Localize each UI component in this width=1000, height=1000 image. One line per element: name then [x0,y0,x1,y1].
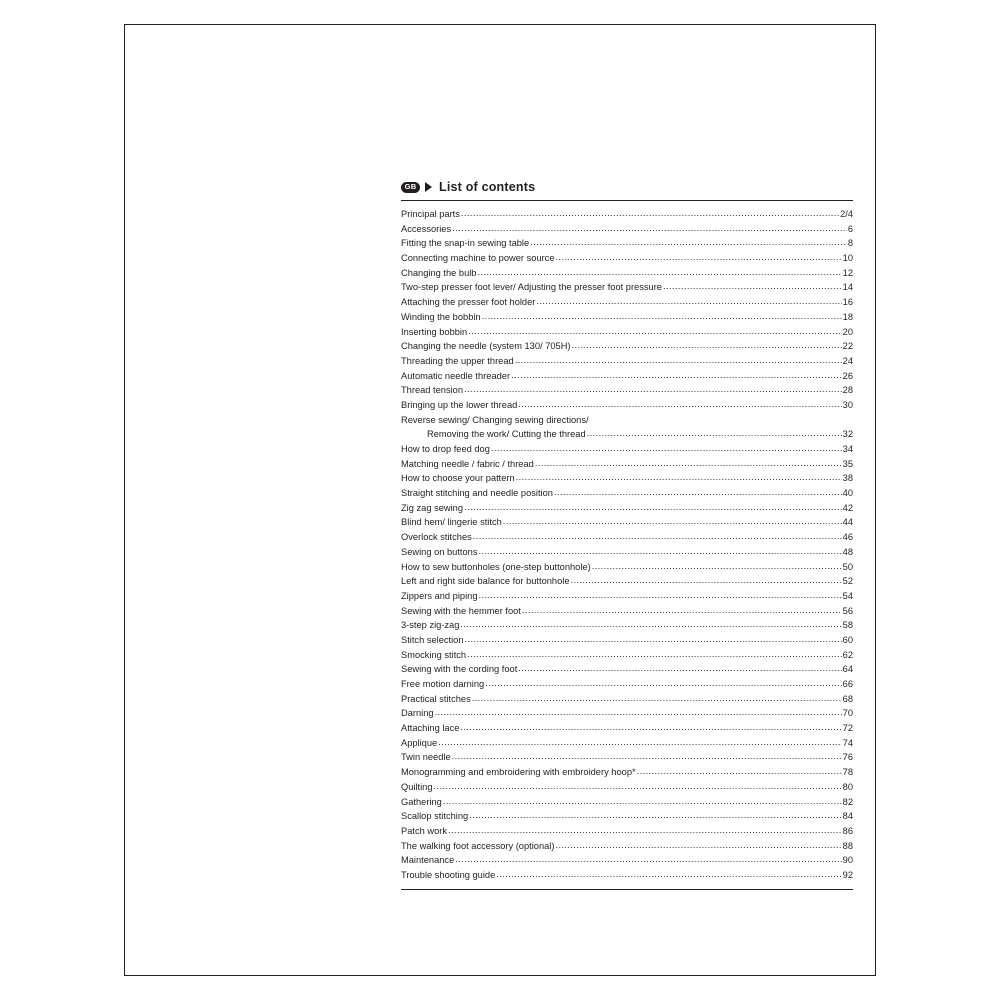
toc-entry-leader [496,867,841,882]
toc-entry[interactable] [401,207,853,222]
toc-entry-label: Two-step presser foot lever/ Adjusting the presser foot pressure [401,282,662,293]
toc-entry-label: Monogramming and embroidering with embroidery hoop* [401,767,636,778]
toc-entry[interactable] [401,251,853,266]
toc-entry-leader [472,691,842,706]
toc-entry-leader [479,544,842,559]
triangle-right-icon [425,182,432,192]
toc-entry-leader [572,338,842,353]
toc-entry-page: 70 [842,708,853,719]
toc-entry[interactable] [401,750,853,765]
toc-entry-page: 24 [842,355,853,366]
toc-entry-label: Twin needle [401,752,451,763]
toc-entry-page: 76 [842,752,853,763]
toc-entry[interactable] [401,765,853,780]
toc-entry-page: 62 [842,649,853,660]
toc-entry-leader [516,470,842,485]
toc-entry[interactable] [401,236,853,251]
toc-entry-page: 74 [842,737,853,748]
toc-entry-label: Patch work [401,825,447,836]
toc-entry[interactable] [401,706,853,721]
toc-entry[interactable] [401,515,853,530]
toc-entry-leader [434,779,842,794]
toc-entry[interactable] [401,677,853,692]
toc-entry-page: 52 [842,576,853,587]
toc-entry-page: 50 [842,561,853,572]
toc-entry[interactable] [401,662,853,677]
toc-entry-leader [485,676,841,691]
toc-entry[interactable] [401,354,853,369]
toc-entry-label: Threading the upper thread [401,355,514,366]
toc-entry-page: 72 [842,723,853,734]
toc-entry[interactable] [401,648,853,663]
toc-entry-page: 20 [842,326,853,337]
divider-top [401,200,853,201]
toc-entry-leader [592,559,842,574]
toc-entry-page: 16 [842,297,853,308]
toc-entry-page: 54 [842,590,853,601]
region-badge-icon: GB [401,182,420,193]
toc-entry-label: Stitch selection [401,634,464,645]
toc-entry-label: Free motion darning [401,679,485,689]
toc-entry-page: 44 [842,517,853,528]
toc-entry-page: 80 [842,781,853,792]
toc-entry-label: Reverse sewing/ Changing sewing directions/ [401,414,589,425]
toc-entry-label: Inserting bobbin [401,326,468,337]
toc-entry-label: Thread tension [401,385,464,396]
toc-entry[interactable] [401,310,853,325]
page-title: List of contents [439,180,536,194]
toc-entry-leader [554,485,842,500]
toc-entry-page: 42 [842,502,853,513]
toc-entry-label: Changing the bulb [401,267,477,278]
toc-entry-page: 48 [842,546,853,557]
toc-entry-page: 38 [842,473,853,484]
toc-header [401,180,853,198]
toc-entry-leader [455,852,841,867]
toc-content [401,180,853,890]
toc-entry-leader [460,617,841,632]
toc-entry[interactable] [401,471,853,486]
toc-entry-leader [515,353,842,368]
toc-entry[interactable] [401,295,853,310]
toc-entry-page: 68 [842,693,853,704]
toc-entry[interactable] [401,692,853,707]
toc-entry[interactable] [401,795,853,810]
toc-entry-page: 35 [842,458,853,469]
toc-entry[interactable] [401,853,853,868]
toc-list [401,207,853,883]
toc-entry-leader [503,514,842,529]
toc-entry[interactable] [401,369,853,384]
toc-entry-label: Overlock stitches [401,532,472,543]
toc-entry-label: Bringing up the lower thread [401,399,518,410]
toc-entry-leader [443,794,842,809]
toc-entry[interactable] [401,222,853,237]
toc-entry-page: 32 [842,429,853,440]
toc-entry-page: 12 [842,267,853,278]
toc-entry-label: Matching needle / fabric / thread [401,458,534,469]
toc-entry-label: Gathering [401,796,442,807]
toc-entry-leader [469,808,841,823]
toc-entry-label: Connecting machine to power source [401,253,555,264]
toc-entry-page: 92 [842,869,853,880]
toc-entry[interactable] [401,868,853,883]
toc-entry-label: Sewing with the cording foot [401,664,518,675]
toc-entry[interactable] [401,618,853,633]
toc-entry-page: 30 [842,399,853,410]
toc-entry-page: 64 [842,664,853,675]
toc-entry-leader [467,647,842,662]
toc-entry-leader [482,309,842,324]
toc-entry-label: The walking foot accessory (optional) [401,840,555,851]
toc-entry[interactable] [401,839,853,854]
toc-entry-label: Scallop stitching [401,811,469,822]
toc-entry-page: 28 [842,385,853,396]
toc-entry-leader [530,235,847,250]
toc-entry-page: 60 [842,634,853,645]
toc-entry-page: 22 [842,341,853,352]
toc-entry-label: Winding the bobbin [401,311,481,322]
toc-entry-leader [556,250,842,265]
toc-entry-leader [465,632,842,647]
toc-entry-leader [535,456,842,471]
toc-entry[interactable] [401,442,853,457]
toc-entry-leader [491,441,842,456]
toc-entry[interactable] [401,780,853,795]
toc-entry-leader [511,368,842,383]
toc-entry-page: 78 [842,767,853,778]
toc-entry-leader [464,500,842,515]
toc-entry-leader [468,324,841,339]
toc-entry-page: 18 [842,311,853,322]
toc-entry-label: How to drop feed dog [401,444,490,454]
toc-entry-page: 84 [842,811,853,822]
toc-entry-label: Removing the work/ Cutting the thread [427,429,586,440]
toc-entry[interactable] [401,736,853,751]
toc-entry-label: Trouble shooting guide [401,869,496,880]
toc-entry-label: Automatic needle threader [401,370,511,381]
toc-entry[interactable] [401,486,853,501]
toc-entry-leader [452,221,847,236]
toc-entry[interactable] [401,457,853,472]
toc-entry[interactable] [401,824,853,839]
toc-entry-label: Darning [401,708,434,719]
toc-entry-leader [438,735,841,750]
toc-entry-label: Changing the needle (system 130/ 705H) [401,341,571,352]
toc-entry-page: 6 [847,223,853,234]
toc-entry-label: Fitting the snap-in sewing table [401,238,530,249]
toc-entry-leader [435,705,842,720]
toc-entry[interactable] [401,809,853,824]
toc-entry[interactable] [401,530,853,545]
toc-entry-leader [663,279,842,294]
toc-entry-label: 3-step zig-zag [401,620,460,631]
toc-entry-label: Smocking stitch [401,649,467,660]
toc-entry-label: Blind hem/ lingerie stitch [401,517,502,528]
toc-entry-leader [479,588,842,603]
toc-entry-page: 2/4 [840,209,853,219]
toc-entry-page: 86 [842,825,853,836]
toc-entry-leader [522,603,842,618]
toc-entry[interactable] [401,721,853,736]
toc-entry-page: 26 [842,370,853,381]
toc-entry-page: 90 [842,855,853,866]
toc-entry[interactable] [401,413,853,428]
toc-entry[interactable] [401,589,853,604]
page-frame [124,24,876,976]
toc-entry-label: Maintenance [401,855,455,866]
toc-entry[interactable] [401,501,853,516]
toc-entry-leader [518,397,841,412]
toc-entry-page: 40 [842,488,853,499]
toc-entry-label: Sewing on buttons [401,546,478,557]
toc-entry-label: Zippers and piping [401,590,478,601]
toc-entry-page: 82 [842,796,853,807]
toc-entry[interactable] [401,398,853,413]
toc-entry-label: Left and right side balance for buttonhole [401,576,570,587]
toc-entry-leader [587,426,842,441]
toc-entry-leader [477,265,841,280]
toc-entry-page: 88 [842,840,853,851]
toc-entry-leader [637,764,842,779]
toc-entry-label: Quilting [401,781,433,792]
toc-entry-page: 56 [842,605,853,616]
toc-entry[interactable] [401,604,853,619]
toc-entry-label: Zig zag sewing [401,502,464,513]
toc-entry-label: Accessories [401,223,452,234]
toc-entry-leader [555,838,841,853]
toc-entry[interactable] [401,280,853,295]
toc-entry[interactable] [401,325,853,340]
divider-bottom [401,889,853,890]
toc-entry-page: 8 [847,238,853,249]
toc-entry-label: How to choose your pattern [401,473,515,484]
toc-entry-page: 58 [842,620,853,631]
toc-entry-leader [452,749,842,764]
toc-entry[interactable] [401,427,853,442]
toc-entry-leader [536,294,841,309]
toc-entry[interactable] [401,574,853,589]
toc-entry-page: 34 [842,444,853,454]
toc-entry-leader [448,823,842,838]
toc-entry[interactable] [401,633,853,648]
toc-entry-label: Straight stitching and needle position [401,488,553,499]
toc-entry-label: Sewing with the hemmer foot [401,605,521,616]
toc-entry-leader [460,720,841,735]
toc-entry-page: 46 [842,532,853,543]
toc-entry-label: Practical stitches [401,693,471,704]
toc-entry-leader [461,206,839,221]
toc-entry-label: Applique [401,737,438,748]
toc-entry[interactable] [401,545,853,560]
toc-entry-leader [571,573,842,588]
toc-entry-leader [473,529,842,544]
toc-entry-page: 66 [842,679,853,689]
toc-entry[interactable] [401,560,853,575]
toc-entry-page: 14 [842,282,853,293]
toc-entry-leader [464,382,842,397]
toc-entry-label: Attaching lace [401,723,460,734]
toc-entry-label: How to sew buttonholes (one-step buttonhole) [401,561,591,572]
toc-entry-label: Attaching the presser foot holder [401,297,536,308]
toc-entry-page: 10 [842,253,853,264]
toc-entry[interactable] [401,383,853,398]
toc-entry[interactable] [401,339,853,354]
toc-entry[interactable] [401,266,853,281]
toc-entry-label: Principal parts [401,209,460,219]
toc-entry-leader [518,661,841,676]
